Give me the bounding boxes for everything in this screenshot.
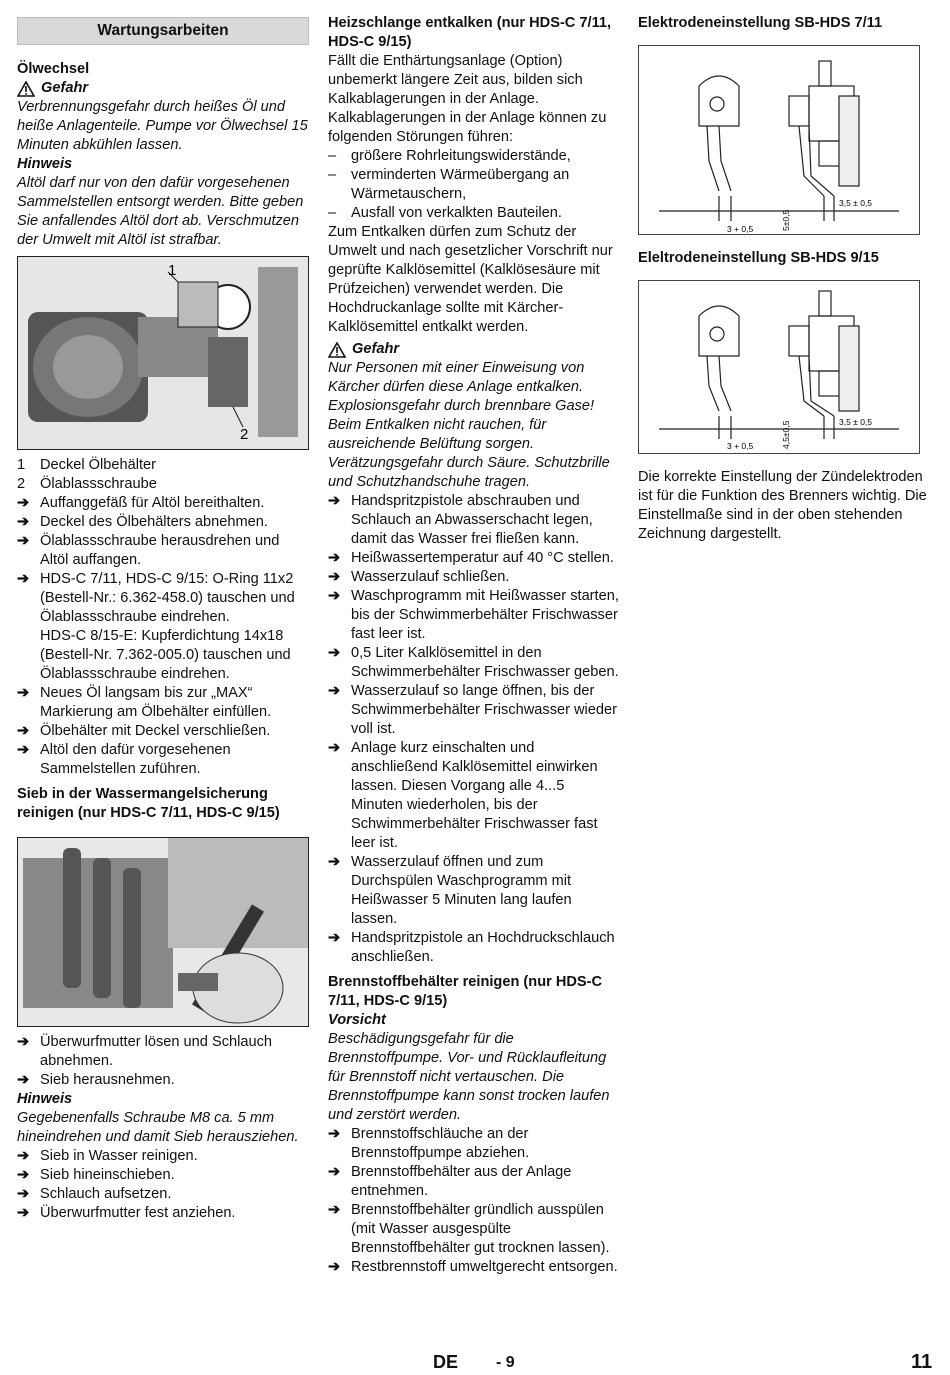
callout-2: 2 [240,426,249,443]
arrow-right-icon: ➔ [328,930,341,946]
arrow-right-icon: ➔ [328,1202,341,1218]
arrow-right-icon: ➔ [17,571,30,587]
danger-label: Gefahr [352,341,400,357]
step-item: ➔ Anlage kurz einschalten und anschließend Kalklösemittel einwirken lassen. Diesen Vorgang alle 4...5 Minuten wiederholen, bis der Schwimmerbehälter Frischwasser fast leer ist. [328,740,598,851]
sieve-photo [17,837,309,1027]
arrow-right-icon: ➔ [17,1186,30,1202]
arrow-right-icon: ➔ [17,514,30,530]
arrow-right-icon: ➔ [328,1259,341,1275]
sieve-note-text: Gegebenenfalls Schraube M8 ca. 5 mm hineindrehen und damit Sieb herausziehen. [17,1110,299,1145]
arrow-right-icon: ➔ [17,1205,30,1221]
arrow-right-icon: ➔ [17,1072,30,1088]
step-item: ➔ Restbrennstoff umweltgerecht entsorgen. [328,1259,618,1275]
electrode1-heading: Elektrodeneinstellung SB-HDS 7/11 [638,15,883,31]
caution-label: Vorsicht [328,1012,386,1028]
step-item: ➔ Auffanggefäß für Altöl bereithalten. [17,495,265,511]
arrow-right-icon: ➔ [328,1164,341,1180]
dim-label: 3 + 0,5 [727,441,754,451]
page-number: 11 [911,1351,933,1373]
sieve-steps [17,1033,309,1090]
oil-tank-photo [17,256,309,450]
section-title: Wartungsarbeiten [17,17,309,45]
step-item: ➔ Handspritzpistole an Hochdruckschlauch anschließen. [328,930,615,965]
footer-subpage: - 9 [496,1354,515,1371]
oil-tank-illustration [18,257,308,449]
step-item: ➔ Handspritzpistole abschrauben und Schlauch an Abwasserschacht legen, damit das Wasser frei fließen kann. [328,493,593,547]
oil-change-heading: Ölwechsel [17,61,90,77]
arrow-right-icon: ➔ [328,588,341,604]
callout-1: 1 [168,262,177,279]
arrow-right-icon: ➔ [328,1126,341,1142]
danger-signal [328,340,620,359]
arrow-right-icon: ➔ [17,685,30,701]
step-item: ➔ Altöl den dafür vorgesehenen Sammelstellen zuführen. [17,742,231,777]
electrode2-diagram [638,280,920,454]
step-item: ➔ Wasserzulauf öffnen und zum Durchspülen Waschprogramm mit Heißwasser 5 Minuten lang laufen lassen. [328,854,572,927]
electrode2-heading: Eleltrodeneinstellung SB-HDS 9/15 [638,250,879,266]
step-item: ➔ Überwurfmutter fest anziehen. [17,1205,236,1221]
figure-legend [17,456,309,494]
descale-text: Zum Entkalken dürfen zum Schutz der Umwelt und nach gesetzlicher Vorschrift nur geprüfte Kalklösemittel (Kalklösesäure mit Prüfzeichen) verwendet werden. Die Hochdruckanlage sollte mit Kärcher-Kalklösemittel entkalkt werden. [328,224,613,335]
footer-language: DE [433,1352,459,1372]
issue-item: – Ausfall von verkalkten Bauteilen. [328,205,562,221]
descale-intro: Fällt die Enthärtungsanlage (Option) unbemerkt längere Zeit aus, bilden sich Kalkablagerungen in der Anlage. Kalkablagerungen in der Anlage können zu folgenden Störungen führen: [328,53,607,145]
dim-label: 4,5±0,5 [781,420,791,449]
step-item: ➔ Wasserzulauf so lange öffnen, bis der Schwimmerbehälter Frischwasser wieder voll ist. [328,683,618,737]
electrode1-drawing [639,46,919,234]
step-item: ➔ Brennstoffschläuche an der Brennstoffpumpe abziehen. [328,1126,530,1161]
issue-item: – verminderten Wärmeübergang an Wärmetauschern, [328,167,570,202]
electrode1-diagram [638,45,920,235]
danger-label: Gefahr [41,80,89,96]
arrow-right-icon: ➔ [328,569,341,585]
arrow-right-icon: ➔ [17,1148,30,1164]
arrow-right-icon: ➔ [328,645,341,661]
arrow-right-icon: ➔ [17,1167,30,1183]
step-item: ➔ Sieb in Wasser reinigen. [17,1148,198,1164]
step-item: ➔ Heißwassertemperatur auf 40 °C stellen. [328,550,614,566]
step-item: ➔ Brennstoffbehälter gründlich ausspülen (mit Wasser ausgespülte Brennstoffbehälter gut trocknen lassen). [328,1202,610,1256]
issue-item: – größere Rohrleitungswiderstände, [328,148,571,164]
arrow-right-icon: ➔ [328,854,341,870]
arrow-right-icon: ➔ [17,533,30,549]
dim-label: 3 + 0,5 [727,224,754,234]
danger-text: Verbrennungsgefahr durch heißes Öl und heiße Anlagenteile. Pumpe vor Ölwechsel 15 Minuten abkühlen lassen. [17,99,308,153]
warning-triangle-icon [17,81,35,97]
arrow-right-icon: ➔ [328,493,341,509]
step-item: ➔ Ölablassschraube herausdrehen und Altöl auffangen. [17,533,280,568]
electrode2-drawing [639,281,919,453]
step-item: ➔ HDS-C 7/11, HDS-C 9/15: O-Ring 11x2 (Bestell-Nr.: 6.362-458.0) tauschen und Ölablassschraube eindrehen. [17,571,295,625]
arrow-right-icon: ➔ [328,740,341,756]
arrow-right-icon: ➔ [17,723,30,739]
sieve-heading: Sieb in der Wassermangelsicherung reinigen (nur HDS-C 7/11, HDS-C 9/15) [17,786,280,821]
dim-label: 5±0,5 [781,209,791,231]
dim-label: 3,5 ± 0,5 [839,198,873,208]
middle-column [328,14,620,1277]
step-item: ➔ Deckel des Ölbehälters abnehmen. [17,514,268,530]
arrow-right-icon: ➔ [17,1034,30,1050]
step-item: ➔ Ölbehälter mit Deckel verschließen. [17,723,271,739]
step-item: ➔ Wasserzulauf schließen. [328,569,510,585]
step-item-continuation: HDS-C 8/15-E: Kupferdichtung 14x18 (Bestell-Nr. 7.362-005.0) tauschen und Ölablassschraube eindrehen. [40,628,291,682]
step-item: ➔ Brennstoffbehälter aus der Anlage entnehmen. [328,1164,572,1199]
descale-steps [328,492,620,967]
right-column [638,14,930,544]
legend-item: 1 Deckel Ölbehälter [17,457,156,473]
note-text: Altöl darf nur von den dafür vorgesehenen Sammelstellen entsorgt werden. Bitte geben Sie anfallendes Altöl dort ab. Verschmutzen der Umwelt mit Altöl ist strafbar. [17,175,304,248]
step-item: ➔ Waschprogramm mit Heißwasser starten, bis der Schwimmerbehälter Frischwasser fast leer ist. [328,588,619,642]
danger-signal [17,79,309,98]
descale-heading: Heizschlange entkalken (nur HDS-C 7/11, HDS-C 9/15) [328,15,612,50]
legend-item: 2 Ölablassschraube [17,476,157,492]
caution-text: Beschädigungsgefahr für die Brennstoffpumpe. Vor- und Rücklaufleitung für Brennstoff nicht vertauschen. Die Brennstoffpumpe kann sonst trocken laufen und zerstört werden. [328,1031,610,1123]
warning-triangle-icon [328,342,346,358]
arrow-right-icon: ➔ [328,550,341,566]
arrow-right-icon: ➔ [328,683,341,699]
note-label: Hinweis [17,156,73,172]
descale-issues [328,147,620,223]
sieve-steps-2 [17,1147,309,1223]
oil-change-steps [17,494,309,779]
step-item: ➔ Sieb hineinschieben. [17,1167,175,1183]
arrow-right-icon: ➔ [17,742,30,758]
step-item: ➔ Überwurfmutter lösen und Schlauch abnehmen. [17,1034,272,1069]
step-item: ➔ Schlauch aufsetzen. [17,1186,172,1202]
danger-text: Nur Personen mit einer Einweisung von Kärcher dürfen diese Anlage entkalken. Explosionsgefahr durch brennbare Gase! Beim Entkalken nicht rauchen, für ausreichende Belüftung sorgen. Verätzungsgefahr durch Säure. Schutzbrille und Schutzhandschuhe tragen. [328,360,610,490]
sieve-illustration [18,838,308,1026]
electrode-closing-text: Die korrekte Einstellung der Zündelektroden ist für die Funktion des Brenners wichtig. Die Einstellmaße sind in der oben stehenden Zeichnung dargestellt. [638,469,927,542]
sieve-note-label: Hinweis [17,1091,73,1107]
fuel-tank-heading: Brennstoffbehälter reinigen (nur HDS-C 7/11, HDS-C 9/15) [328,974,603,1009]
fuel-steps [328,1125,620,1277]
left-column [17,14,309,1223]
arrow-right-icon: ➔ [17,495,30,511]
step-item: ➔ Sieb herausnehmen. [17,1072,175,1088]
step-item: ➔ 0,5 Liter Kalklösemittel in den Schwimmerbehälter Frischwasser geben. [328,645,619,680]
dim-label: 3,5 ± 0,5 [839,417,873,427]
step-item: ➔ Neues Öl langsam bis zur „MAX“ Markierung am Ölbehälter einfüllen. [17,685,272,720]
